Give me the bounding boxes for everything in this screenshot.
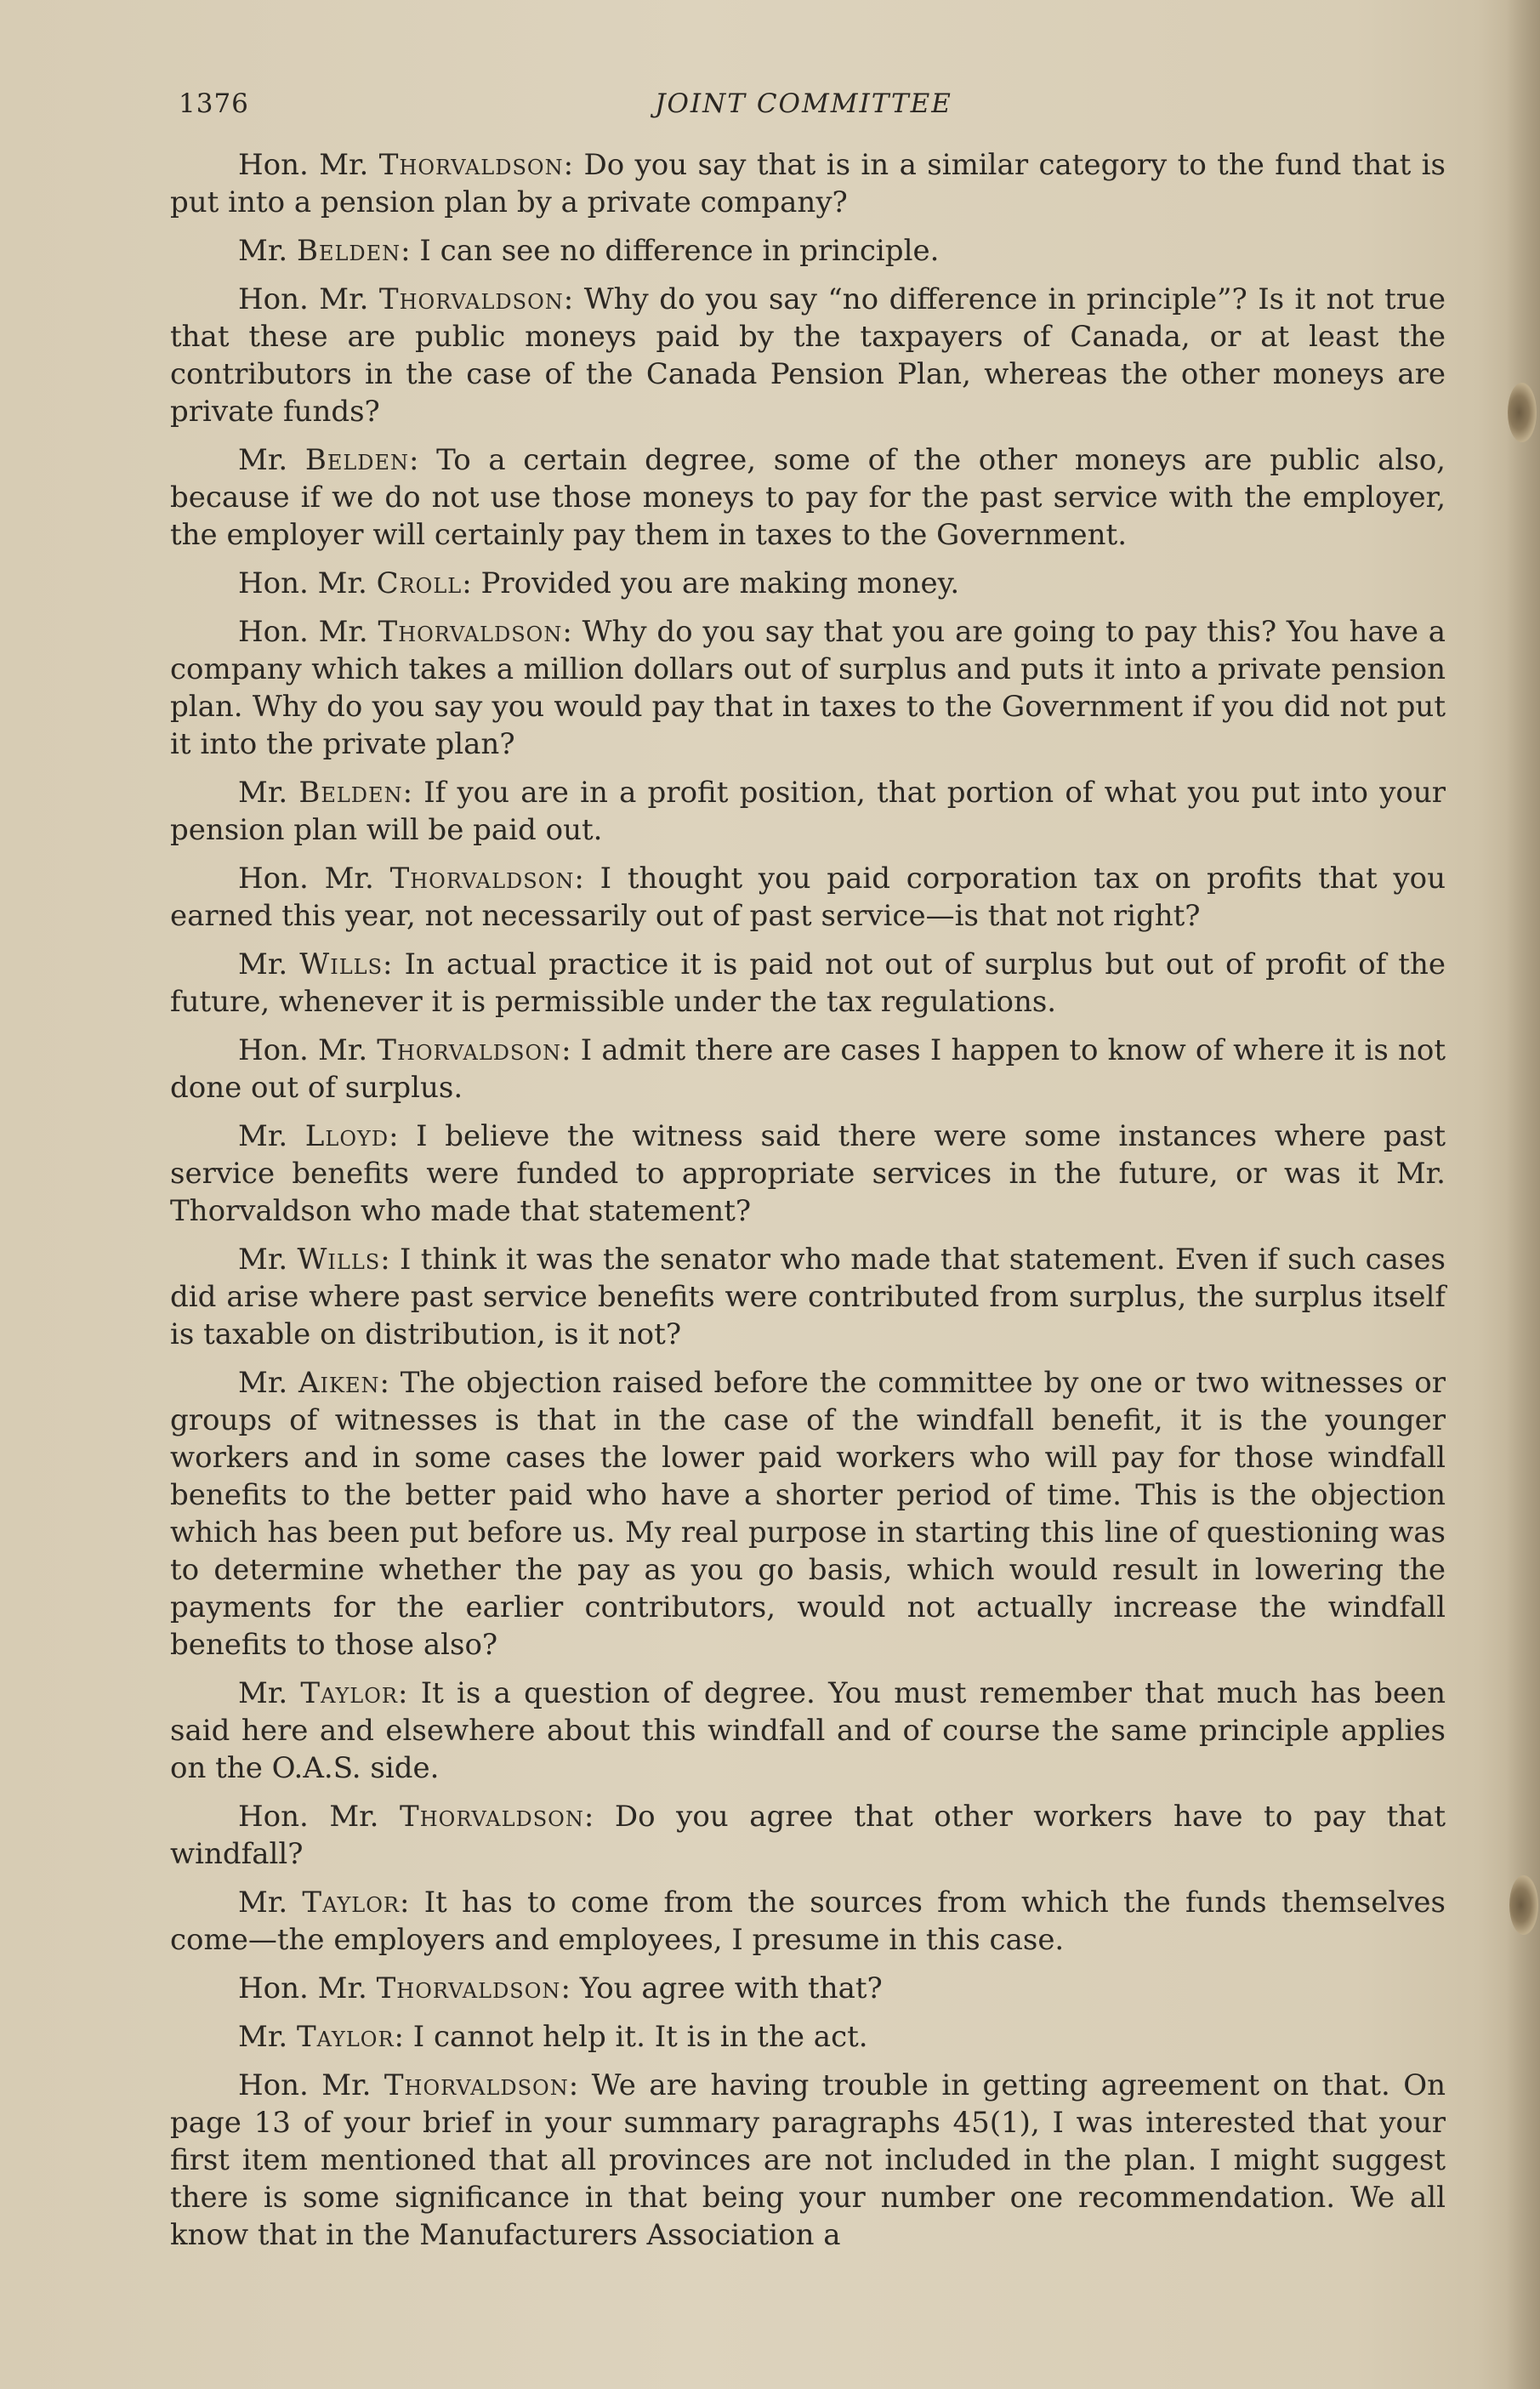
speech-text: : Why do you say that you are going to pay this? You have a company which takes a million dollars out of surplus and puts it into a private pension plan. Why do you say you would pay that in taxes to the Government if you did not put it into the private plan? xyxy=(170,615,1446,761)
speech-text: : Do you say that is in a similar category to the fund that is put into a pension plan by a private company? xyxy=(170,148,1446,219)
speech-text: : I can see no difference in principle. xyxy=(401,234,940,268)
transcript-paragraph xyxy=(170,441,1446,554)
speech-text: : In actual practice it is paid not out of surplus but out of profit of the future, whenever it is permissible under the tax regulations. xyxy=(170,947,1446,1019)
transcript-paragraph xyxy=(170,613,1446,763)
speaker-name: Belden xyxy=(304,443,410,477)
speaker-name: Lloyd xyxy=(304,1119,389,1153)
transcript-paragraph xyxy=(170,146,1446,221)
speaker-title: Hon. Mr. xyxy=(238,1800,401,1834)
transcript-paragraph xyxy=(170,1032,1446,1106)
speaker-title: Mr. xyxy=(238,2020,297,2054)
transcript-paragraph xyxy=(170,1118,1446,1230)
speaker-name: Wills xyxy=(297,1243,381,1277)
transcript-paragraph xyxy=(170,232,1446,270)
speaker-name: Croll xyxy=(376,566,463,600)
speech-text: : The objection raised before the committee by one or two witnesses or groups of witnesses is that in the case of the windfall benefit, it is the younger workers and in some cases the lower paid workers who will pay for those windfall benefits to the better paid who have a shorter period of time. This is the objection which has been put before us. My real purpose in starting this line of questioning was to determine whether the pay as you go basis, which would result in lowering the payments for the earlier contributors, would not actually increase the windfall benefits to those also? xyxy=(170,1366,1446,1662)
speaker-title: Hon. Mr. xyxy=(238,2068,384,2102)
transcript-paragraph xyxy=(170,281,1446,430)
transcript-paragraph xyxy=(170,774,1446,849)
page-edge-shadow xyxy=(1506,0,1540,2389)
speech-text: : To a certain degree, some of the other moneys are public also, because if we do not use those moneys to pay for the past service with the employer, the employer will certainly pay them in taxes to the Government. xyxy=(170,443,1446,552)
transcript-paragraph xyxy=(170,1364,1446,1664)
speech-text: : I admit there are cases I happen to know of where it is not done out of surplus. xyxy=(170,1033,1446,1105)
speaker-name: Thorvaldson xyxy=(376,1971,561,2005)
speaker-title: Mr. xyxy=(238,1243,298,1277)
transcript-body xyxy=(170,146,1446,2265)
transcript-paragraph xyxy=(170,946,1446,1021)
speaker-title: Mr. xyxy=(238,234,297,268)
speaker-name: Thorvaldson xyxy=(389,862,575,896)
speaker-name: Thorvaldson xyxy=(378,148,564,182)
speaker-title: Mr. xyxy=(238,1886,303,1920)
speaker-name: Thorvaldson xyxy=(378,282,564,316)
speaker-name: Taylor xyxy=(302,1886,400,1920)
transcript-paragraph xyxy=(170,860,1446,935)
speech-text: : It is a question of degree. You must remember that much has been said here and elsewhere about this windfall and of course the same principle applies on the O.A.S. side. xyxy=(170,1676,1446,1785)
transcript-paragraph xyxy=(170,1241,1446,1353)
speech-text: : Do you agree that other workers have to pay that windfall? xyxy=(170,1800,1446,1871)
transcript-paragraph xyxy=(170,1970,1446,2007)
binder-hole-top xyxy=(1508,383,1537,442)
speech-text: : It has to come from the sources from which the funds themselves come—the employers and employees, I presume in this case. xyxy=(170,1886,1446,1957)
speaker-name: Taylor xyxy=(296,2020,395,2054)
transcript-paragraph xyxy=(170,1798,1446,1873)
speech-text: : Why do you say “no difference in principle”? Is it not true that these are public moneys paid by the taxpayers of Canada, or at least the contributors in the case of the Canada Pension Plan, whereas the other moneys are private funds? xyxy=(170,282,1446,429)
speaker-title: Hon. Mr. xyxy=(238,1033,378,1067)
speaker-name: Wills xyxy=(299,947,384,981)
speaker-name: Belden xyxy=(298,776,403,810)
speaker-title: Mr. xyxy=(238,776,299,810)
speech-text: : You agree with that? xyxy=(560,1971,883,2005)
speech-text: : I believe the witness said there were some instances where past service benefits were funded to appropriate services in the future, or was it Mr. Thorvaldson who made that statement? xyxy=(170,1119,1446,1228)
speaker-title: Hon. Mr. xyxy=(238,1971,377,2005)
speech-text: : We are having trouble in getting agreement on that. On page 13 of your brief in your summary paragraphs 45(1), I was interested that your first item mentioned that all provinces are not included in the plan. I might suggest there is some significance in that being your number one recommendation. We all know that in the Manufacturers Association a xyxy=(170,2068,1446,2252)
transcript-paragraph xyxy=(170,2018,1446,2056)
speaker-title: Hon. Mr. xyxy=(238,566,377,600)
transcript-paragraph xyxy=(170,2067,1446,2254)
running-head: JOINT COMMITTEE xyxy=(655,88,952,119)
speech-text: : I think it was the senator who made that statement. Even if such cases did arise where past service benefits were contributed from surplus, the surplus itself is taxable on distribution, is it not? xyxy=(170,1243,1446,1351)
binder-hole-middle xyxy=(1509,1875,1538,1935)
speech-text: : If you are in a profit position, that portion of what you put into your pension plan will be paid out. xyxy=(170,776,1446,847)
speaker-title: Hon. Mr. xyxy=(238,615,378,649)
transcript-paragraph xyxy=(170,1884,1446,1959)
speaker-title: Hon. Mr. xyxy=(238,862,390,896)
speaker-name: Thorvaldson xyxy=(400,1800,584,1834)
transcript-paragraph xyxy=(170,565,1446,602)
page-number: 1376 xyxy=(179,88,249,119)
speaker-name: Aiken xyxy=(298,1366,380,1400)
speaker-name: Thorvaldson xyxy=(384,2068,569,2102)
speaker-name: Taylor xyxy=(300,1676,398,1710)
speaker-name: Thorvaldson xyxy=(378,615,563,649)
speaker-title: Mr. xyxy=(238,1366,298,1400)
page-header xyxy=(179,88,1429,122)
speech-text: : Provided you are making money. xyxy=(462,566,960,600)
transcript-paragraph xyxy=(170,1675,1446,1787)
speaker-name: Thorvaldson xyxy=(377,1033,562,1067)
speaker-title: Mr. xyxy=(238,947,300,981)
speech-text: : I thought you paid corporation tax on profits that you earned this year, not necessarily out of past service—is that not right? xyxy=(170,862,1446,933)
speaker-title: Mr. xyxy=(238,443,305,477)
speaker-title: Hon. Mr. xyxy=(238,148,379,182)
speech-text: : I cannot help it. It is in the act. xyxy=(394,2020,868,2054)
speaker-name: Belden xyxy=(296,234,401,268)
speaker-title: Mr. xyxy=(238,1676,301,1710)
speaker-title: Hon. Mr. xyxy=(238,282,379,316)
speaker-title: Mr. xyxy=(238,1119,305,1153)
